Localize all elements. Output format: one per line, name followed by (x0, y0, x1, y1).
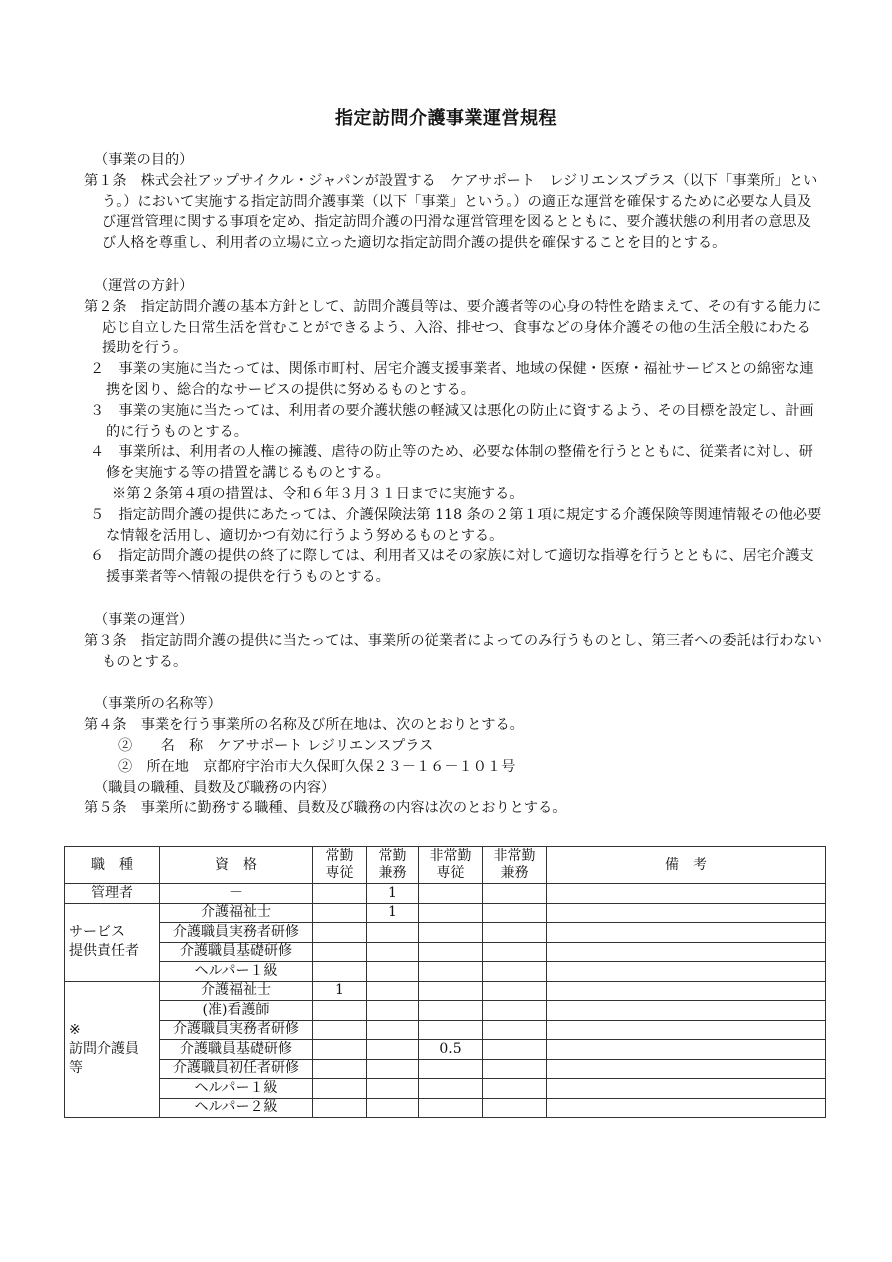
article-4-item-name: ② 名 称 ケアサポート レジリエンスプラス (118, 737, 434, 754)
article-1-text: 第１条 株式会社アップサイクル・ジャパンが設置する ケアサポート レジリエンスプラス（以下「事業所」という。）において実施する指定訪問介護事業（以下「事業」という。）の適正な運営を確保するために必要な人員及び運営管理に関する事項を定め、指定訪問介護の円滑な運営管理を図るとともに、要介護状態の利用者の意思及び人格を尊重し、利用者の立場に立った適切な指定訪問介護の提供を確保することを目的とする。 (84, 172, 818, 252)
header-parttime-dedicated: 非常勤 専従 (419, 847, 483, 884)
article-2-para-4: ４ 事業所は、利用者の人権の擁護、虐待の防止等のため、必要な体制の整備を行うとともに、従業者に対し、研修を実施する等の措置を講じるものとする。 (90, 444, 813, 482)
qualification-cell: 介護職員実務者研修 (160, 923, 313, 943)
table-row (65, 1079, 826, 1099)
article-1-heading: （事業の目的） (94, 152, 194, 168)
qualification-cell: 介護福祉士 (160, 903, 313, 923)
table-row (65, 981, 826, 1001)
header-job: 職 種 (65, 847, 160, 884)
table-row (65, 1098, 826, 1118)
article-2-note: ※第２条第４項の措置は、令和６年３月３１日までに実施する。 (112, 485, 524, 502)
qualification-cell: － (160, 884, 313, 904)
article-2-heading: （運営の方針） (94, 277, 194, 294)
table-row (65, 1020, 826, 1040)
staff-table (64, 846, 826, 1118)
article-4-text: 第４条 事業を行う事業所の名称及び所在地は、次のとおりとする。 (84, 717, 524, 734)
table-header-row (65, 847, 826, 884)
article-2-text: 第２条 指定訪問介護の基本方針として、訪問介護員等は、要介護者等の心身の特性を踏まえて、その有する能力に応じ自立した日常生活を営むことができるよう、入浴、排せつ、食事などの身体介護その他の生活全般にわたる援助を行う。 (84, 298, 822, 357)
job-group-home-helper: ※ 訪問介護員 等 (65, 981, 160, 1118)
qualification-cell: 介護職員初任者研修 (160, 1059, 313, 1079)
job-group-service-manager: サービス 提供責任者 (65, 903, 160, 981)
header-parttime-concurrent: 非常勤 兼務 (483, 847, 547, 884)
article-3-text: 第３条 指定訪問介護の提供に当たっては、事業所の従業者によってのみ行うものとし、第三者への委託は行わないものとする。 (84, 632, 822, 670)
qualification-cell: 介護職員基礎研修 (160, 1040, 313, 1060)
header-qualification: 資 格 (160, 847, 313, 884)
header-fulltime-dedicated: 常勤 専従 (313, 847, 367, 884)
qualification-cell: 介護福祉士 (160, 981, 313, 1001)
article-5-heading: （職員の職種、員数及び職務の内容） (94, 779, 336, 796)
table-row (65, 1059, 826, 1079)
qualification-cell: (准)看護師 (160, 1001, 313, 1021)
job-cell: 管理者 (65, 884, 160, 904)
article-4-item-address: ② 所在地 京都府宇治市大久保町久保２３－１６－１０１号 (118, 758, 516, 775)
table-row (65, 942, 826, 962)
table-row (65, 903, 826, 923)
table-row (65, 1001, 826, 1021)
count-cell: 0.5 (419, 1040, 483, 1060)
page-title: 指定訪問介護事業運営規程 (335, 108, 557, 129)
article-3-heading: （事業の運営） (94, 611, 194, 628)
header-remarks: 備 考 (547, 847, 826, 884)
article-2-para-2: ２ 事業の実施に当たっては、関係市町村、居宅介護支援事業者、地域の保健・医療・福祉サービスとの綿密な連携を図り、総合的なサービスの提供に努めるものとする。 (90, 361, 814, 398)
table-row (65, 923, 826, 943)
article-2-para-5: ５ 指定訪問介護の提供にあたっては、介護保険法第 118 条の２第１項に規定する介護保険等関連情報その他必要な情報を活用し、適切かつ有効に行うよう努めるものとする。 (90, 506, 822, 544)
article-5-text: 第５条 事業所に勤務する職種、員数及び職務の内容は次のとおりとする。 (84, 800, 567, 817)
qualification-cell: 介護職員実務者研修 (160, 1020, 313, 1040)
qualification-cell: 介護職員基礎研修 (160, 942, 313, 962)
count-cell: 1 (367, 903, 419, 923)
count-cell: 1 (313, 981, 367, 1001)
qualification-cell: ヘルパー１級 (160, 1079, 313, 1099)
qualification-cell: ヘルパー１級 (160, 962, 313, 982)
count-cell: 1 (367, 884, 419, 904)
article-4-heading: （事業所の名称等） (94, 696, 222, 713)
header-fulltime-concurrent: 常勤 兼務 (367, 847, 419, 884)
qualification-cell: ヘルパー２級 (160, 1098, 313, 1118)
table-row (65, 962, 826, 982)
table-row (65, 884, 826, 904)
table-row (65, 1040, 826, 1060)
article-2-para-6: ６ 指定訪問介護の提供の終了に際しては、利用者又はその家族に対して適切な指導を行うとともに、居宅介護支援事業者等へ情報の提供を行うものとする。 (90, 548, 814, 586)
article-2-para-3: ３ 事業の実施に当たっては、利用者の要介護状態の軽減又は悪化の防止に資するよう、その目標を設定し、計画的に行うものとする。 (90, 402, 814, 440)
document-body (84, 150, 824, 819)
